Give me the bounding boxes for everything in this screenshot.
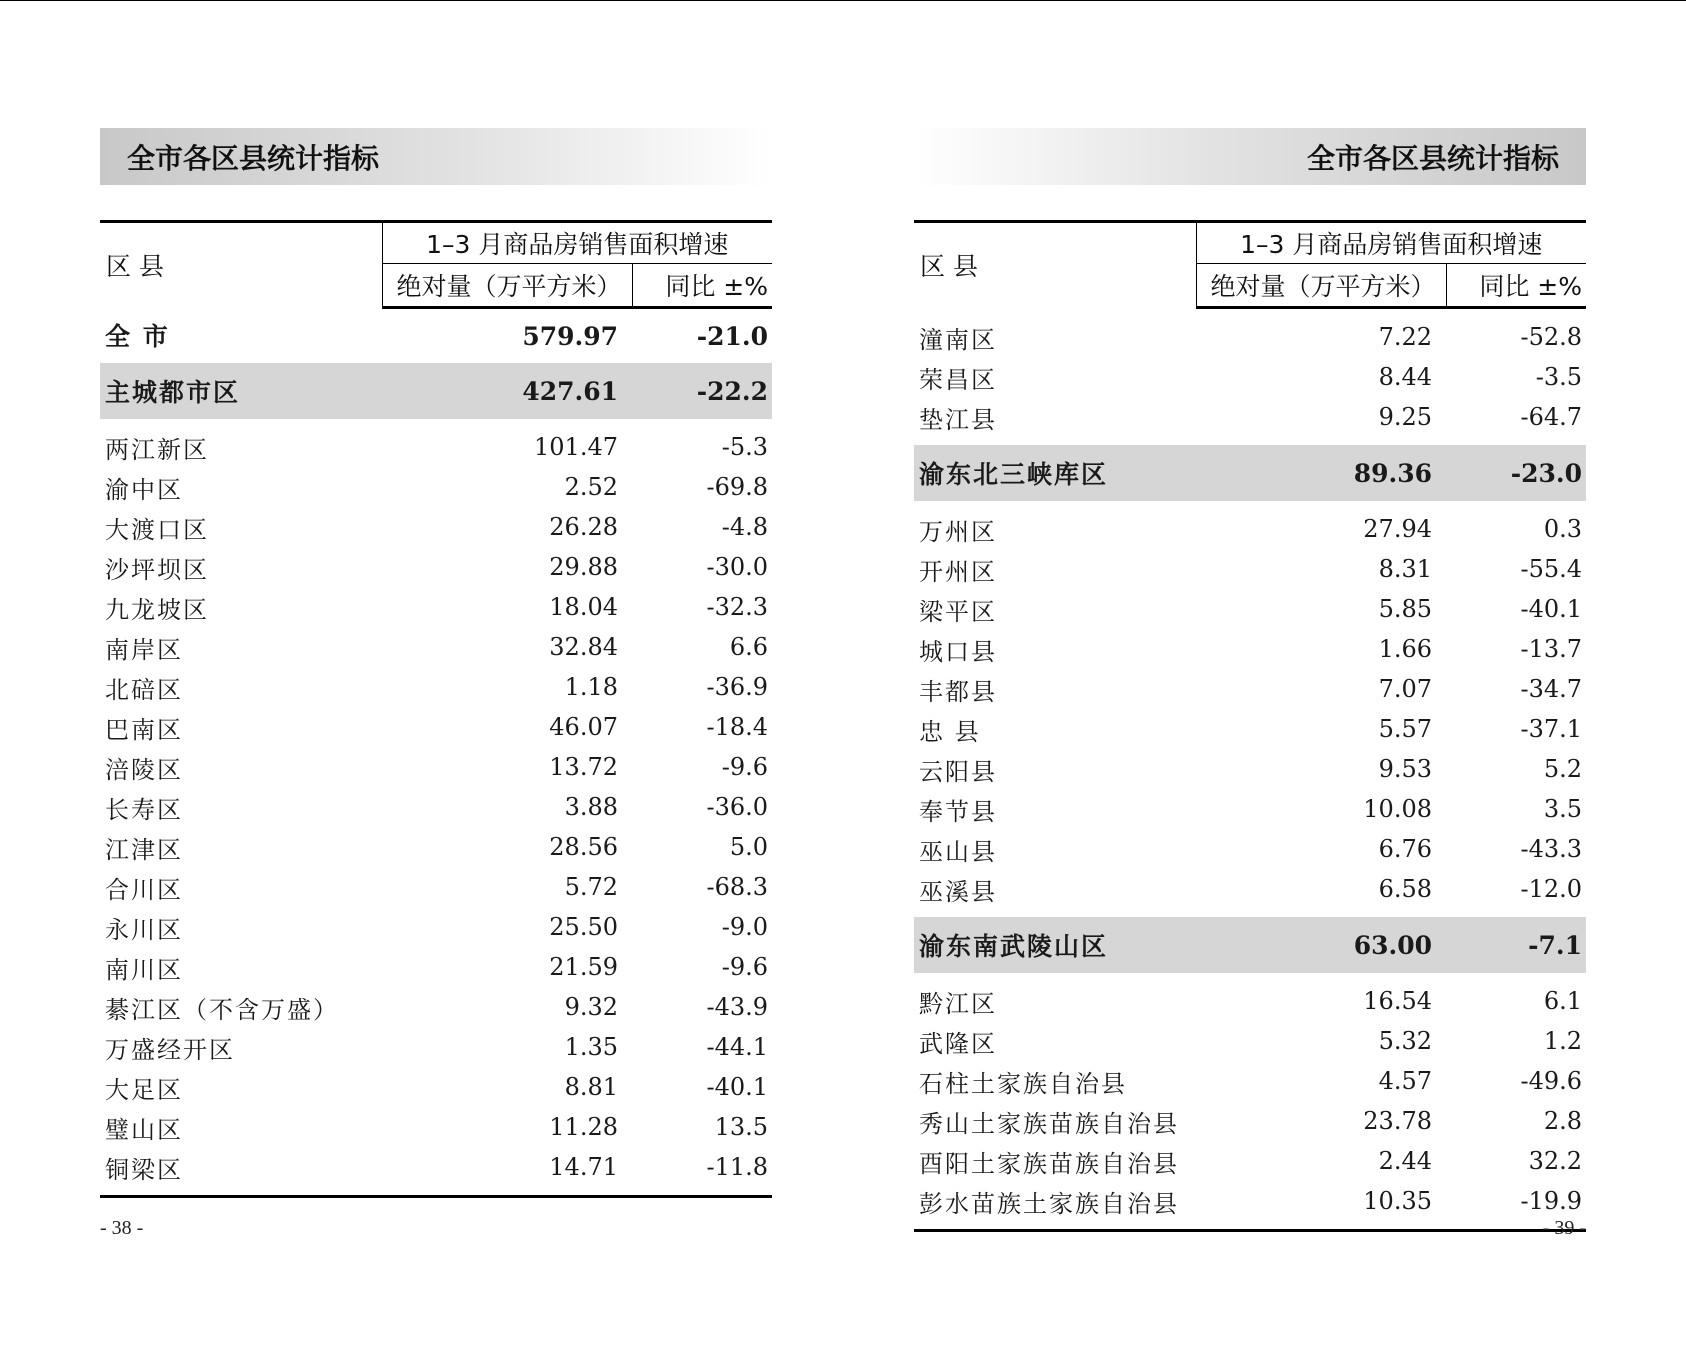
table-row — [100, 667, 772, 707]
row-absolute: 63.00 — [1196, 917, 1446, 973]
row-name: 北碚区 — [105, 675, 183, 704]
table-row — [100, 827, 772, 867]
table-row — [100, 907, 772, 947]
row-yoy: -4.8 — [721, 513, 769, 541]
row-absolute: 89.36 — [1196, 445, 1446, 501]
row-spacer — [914, 308, 1586, 318]
row-absolute: 32.84 — [549, 633, 618, 661]
row-name: 铜梁区 — [105, 1155, 183, 1184]
row-name: 綦江区（不含万盛） — [105, 995, 339, 1024]
row-absolute: 8.31 — [1378, 555, 1432, 583]
row-absolute: 1.66 — [1378, 635, 1432, 663]
table-row — [100, 507, 772, 547]
row-name: 永川区 — [105, 915, 183, 944]
row-name: 丰都县 — [919, 677, 997, 706]
table-row — [914, 397, 1586, 437]
row-name: 忠 县 — [919, 717, 981, 746]
table-row — [100, 1067, 772, 1107]
row-name: 潼南区 — [919, 325, 997, 354]
row-name: 璧山区 — [105, 1115, 183, 1144]
row-absolute: 7.07 — [1378, 675, 1432, 703]
table-row — [100, 547, 772, 587]
row-name: 万州区 — [919, 517, 997, 546]
table-row — [914, 357, 1586, 397]
section-header-banner — [100, 128, 772, 185]
row-yoy: -44.1 — [706, 1033, 769, 1061]
page-number: - 38 - — [100, 1217, 144, 1239]
district-stats-table — [914, 220, 1586, 1232]
row-yoy: 6.1 — [1543, 987, 1583, 1015]
table-row — [100, 987, 772, 1027]
row-yoy: -5.3 — [721, 433, 769, 461]
table-row — [914, 829, 1586, 869]
row-spacer — [914, 1221, 1586, 1231]
row-absolute: 2.44 — [1378, 1147, 1432, 1175]
city-total-row — [100, 308, 772, 364]
row-yoy: -22.2 — [632, 363, 772, 419]
section-header-title: 全市各区县统计指标 — [1306, 141, 1559, 175]
row-name: 沙坪坝区 — [105, 555, 209, 584]
row-yoy: -11.8 — [706, 1153, 769, 1181]
row-yoy: -30.0 — [706, 553, 769, 581]
column-group-header: 1–3 月商品房销售面积增速 — [1196, 222, 1586, 264]
table-row — [100, 867, 772, 907]
row-name: 酉阳土家族苗族自治县 — [919, 1149, 1179, 1178]
section-header-banner — [914, 128, 1586, 185]
row-yoy: -68.3 — [706, 873, 769, 901]
subtotal-row — [914, 445, 1586, 501]
table-row — [100, 467, 772, 507]
table-row — [914, 589, 1586, 629]
row-spacer — [100, 1187, 772, 1197]
table-row — [100, 787, 772, 827]
column-group-header: 1–3 月商品房销售面积增速 — [382, 222, 772, 264]
row-name: 合川区 — [105, 875, 183, 904]
row-name: 长寿区 — [105, 795, 183, 824]
subtotal-row — [914, 917, 1586, 973]
row-absolute: 11.28 — [549, 1113, 618, 1141]
row-absolute: 2.52 — [564, 473, 618, 501]
row-spacer — [914, 909, 1586, 917]
table-row — [914, 1101, 1586, 1141]
row-yoy: -52.8 — [1520, 323, 1583, 351]
row-name: 彭水苗族土家族自治县 — [919, 1189, 1179, 1218]
row-name: 渝中区 — [105, 475, 183, 504]
row-yoy: -37.1 — [1520, 715, 1583, 743]
table-row — [100, 947, 772, 987]
table-row — [914, 669, 1586, 709]
row-yoy: -49.6 — [1520, 1067, 1583, 1095]
row-absolute: 16.54 — [1363, 987, 1432, 1015]
row-name: 奉节县 — [919, 797, 997, 826]
row-absolute: 28.56 — [549, 833, 618, 861]
row-name: 南岸区 — [105, 635, 183, 664]
row-yoy: 6.6 — [729, 633, 769, 661]
table-row — [100, 707, 772, 747]
row-name: 两江新区 — [105, 435, 209, 464]
row-absolute: 9.53 — [1378, 755, 1432, 783]
row-yoy: 13.5 — [714, 1113, 769, 1141]
row-absolute: 5.72 — [564, 873, 618, 901]
row-absolute: 23.78 — [1363, 1107, 1432, 1135]
table-row — [914, 749, 1586, 789]
table-row — [914, 629, 1586, 669]
row-name: 荣昌区 — [919, 365, 997, 394]
row-absolute: 25.50 — [549, 913, 618, 941]
row-absolute: 1.35 — [564, 1033, 618, 1061]
row-yoy: -40.1 — [706, 1073, 769, 1101]
row-name: 渝东北三峡库区 — [914, 445, 1196, 501]
row-yoy: 3.5 — [1543, 795, 1583, 823]
row-spacer — [914, 437, 1586, 445]
row-absolute: 18.04 — [549, 593, 618, 621]
row-name: 云阳县 — [919, 757, 997, 786]
table-row — [914, 789, 1586, 829]
row-absolute: 579.97 — [522, 321, 618, 351]
table-row — [914, 1181, 1586, 1221]
row-name: 全 市 — [105, 322, 170, 352]
row-yoy: -3.5 — [1535, 363, 1583, 391]
row-yoy: 0.3 — [1543, 515, 1583, 543]
table-row — [100, 747, 772, 787]
row-absolute: 3.88 — [564, 793, 618, 821]
row-absolute: 27.94 — [1363, 515, 1432, 543]
row-absolute: 9.25 — [1378, 403, 1432, 431]
row-yoy: -19.9 — [1520, 1187, 1583, 1215]
row-name: 巴南区 — [105, 715, 183, 744]
row-absolute: 10.08 — [1363, 795, 1432, 823]
row-name: 秀山土家族苗族自治县 — [919, 1109, 1179, 1138]
row-absolute: 427.61 — [382, 363, 632, 419]
table-row — [100, 627, 772, 667]
row-absolute: 10.35 — [1363, 1187, 1432, 1215]
row-name: 石柱土家族自治县 — [919, 1069, 1127, 1098]
row-absolute: 7.22 — [1378, 323, 1432, 351]
row-yoy: -9.6 — [721, 753, 769, 781]
row-name: 主城都市区 — [100, 363, 382, 419]
row-name: 城口县 — [919, 637, 997, 666]
row-yoy: -43.9 — [706, 993, 769, 1021]
column-header-region: 区 县 — [100, 222, 382, 308]
row-absolute: 26.28 — [549, 513, 618, 541]
row-name: 黔江区 — [919, 989, 997, 1018]
row-name: 开州区 — [919, 557, 997, 586]
table-row — [914, 1021, 1586, 1061]
row-yoy: -40.1 — [1520, 595, 1583, 623]
row-absolute: 29.88 — [549, 553, 618, 581]
table-row — [914, 869, 1586, 909]
table-row — [914, 317, 1586, 357]
row-yoy: -9.6 — [721, 953, 769, 981]
row-yoy: -34.7 — [1520, 675, 1583, 703]
row-yoy: -64.7 — [1520, 403, 1583, 431]
section-header-title: 全市各区县统计指标 — [127, 141, 380, 175]
row-yoy: -36.0 — [706, 793, 769, 821]
row-yoy: -21.0 — [696, 321, 769, 351]
table-row — [914, 549, 1586, 589]
row-spacer — [914, 501, 1586, 509]
row-yoy: -9.0 — [721, 913, 769, 941]
row-name: 梁平区 — [919, 597, 997, 626]
row-name: 巫山县 — [919, 837, 997, 866]
table-row — [914, 1141, 1586, 1181]
row-name: 巫溪县 — [919, 877, 997, 906]
row-name: 武隆区 — [919, 1029, 997, 1058]
column-header-yoy: 同比 ±% — [1446, 264, 1586, 308]
row-spacer — [100, 419, 772, 427]
table-row — [914, 709, 1586, 749]
table-row — [914, 509, 1586, 549]
row-yoy: 1.2 — [1543, 1027, 1583, 1055]
row-name: 江津区 — [105, 835, 183, 864]
row-absolute: 8.81 — [564, 1073, 618, 1101]
column-header-yoy: 同比 ±% — [632, 264, 772, 308]
page-number: - 39 - — [1542, 1217, 1586, 1239]
row-absolute: 5.85 — [1378, 595, 1432, 623]
row-absolute: 14.71 — [549, 1153, 618, 1181]
row-name: 九龙坡区 — [105, 595, 209, 624]
table-row — [100, 1027, 772, 1067]
table-row — [100, 587, 772, 627]
row-absolute: 8.44 — [1378, 363, 1432, 391]
table-row — [100, 1147, 772, 1187]
row-absolute: 46.07 — [549, 713, 618, 741]
table-row — [100, 1107, 772, 1147]
row-name: 渝东南武陵山区 — [914, 917, 1196, 973]
right-page — [914, 0, 1586, 1353]
row-yoy: -13.7 — [1520, 635, 1583, 663]
row-yoy: -36.9 — [706, 673, 769, 701]
column-header-region: 区 县 — [914, 222, 1196, 308]
row-absolute: 13.72 — [549, 753, 618, 781]
row-absolute: 6.58 — [1378, 875, 1432, 903]
row-yoy: 5.2 — [1543, 755, 1583, 783]
column-header-absolute: 绝对量（万平方米） — [382, 264, 632, 308]
row-yoy: -69.8 — [706, 473, 769, 501]
subtotal-row — [100, 363, 772, 419]
row-yoy: -12.0 — [1520, 875, 1583, 903]
row-name: 万盛经开区 — [105, 1035, 235, 1064]
row-yoy: 32.2 — [1528, 1147, 1583, 1175]
table-row — [914, 1061, 1586, 1101]
left-page — [100, 0, 772, 1353]
row-absolute: 4.57 — [1378, 1067, 1432, 1095]
row-name: 涪陵区 — [105, 755, 183, 784]
row-yoy: 5.0 — [729, 833, 769, 861]
row-name: 南川区 — [105, 955, 183, 984]
district-stats-table — [100, 220, 772, 1198]
row-absolute: 5.57 — [1378, 715, 1432, 743]
row-yoy: -18.4 — [706, 713, 769, 741]
row-absolute: 9.32 — [564, 993, 618, 1021]
row-yoy: -23.0 — [1446, 445, 1586, 501]
row-yoy: -7.1 — [1446, 917, 1586, 973]
column-header-absolute: 绝对量（万平方米） — [1196, 264, 1446, 308]
row-absolute: 6.76 — [1378, 835, 1432, 863]
row-name: 大足区 — [105, 1075, 183, 1104]
row-name: 垫江县 — [919, 405, 997, 434]
table-row — [100, 427, 772, 467]
row-yoy: 2.8 — [1543, 1107, 1583, 1135]
row-absolute: 101.47 — [534, 433, 618, 461]
row-absolute: 21.59 — [549, 953, 618, 981]
row-name: 大渡口区 — [105, 515, 209, 544]
row-absolute: 5.32 — [1378, 1027, 1432, 1055]
row-yoy: -43.3 — [1520, 835, 1583, 863]
row-yoy: -32.3 — [706, 593, 769, 621]
row-yoy: -55.4 — [1520, 555, 1583, 583]
row-spacer — [914, 973, 1586, 981]
row-absolute: 1.18 — [564, 673, 618, 701]
table-row — [914, 981, 1586, 1021]
